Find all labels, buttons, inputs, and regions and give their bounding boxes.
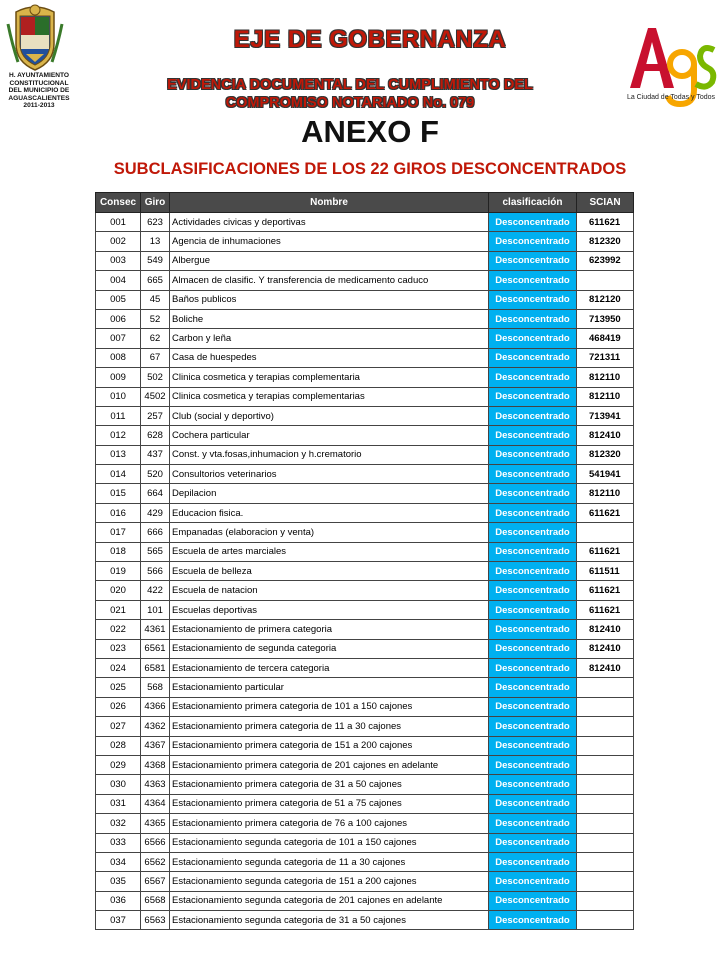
table-row — [96, 891, 634, 910]
cell-scian — [577, 678, 634, 697]
cell-scian: 611511 — [577, 562, 634, 581]
cell-scian: 611621 — [577, 542, 634, 561]
table-row — [96, 775, 634, 794]
cell-consec: 012 — [96, 426, 141, 445]
cell-giro: 566 — [141, 562, 170, 581]
caption-line: AGUASCALIENTES — [8, 94, 70, 102]
table-row — [96, 309, 634, 328]
table-row — [96, 426, 634, 445]
cell-scian — [577, 271, 634, 290]
cell-giro: 6568 — [141, 891, 170, 910]
cell-consec: 013 — [96, 445, 141, 464]
cell-clasificacion: Desconcentrado — [489, 309, 577, 328]
cell-consec: 005 — [96, 290, 141, 309]
cell-clasificacion: Desconcentrado — [489, 348, 577, 367]
cell-consec: 006 — [96, 309, 141, 328]
cell-clasificacion: Desconcentrado — [489, 406, 577, 425]
cell-consec: 011 — [96, 406, 141, 425]
cell-scian: 812320 — [577, 445, 634, 464]
table-row — [96, 678, 634, 697]
cell-clasificacion: Desconcentrado — [489, 717, 577, 736]
cell-giro: 565 — [141, 542, 170, 561]
cell-consec: 017 — [96, 523, 141, 542]
cell-clasificacion: Desconcentrado — [489, 329, 577, 348]
cell-consec: 007 — [96, 329, 141, 348]
cell-clasificacion: Desconcentrado — [489, 697, 577, 716]
cell-scian: 541941 — [577, 465, 634, 484]
cell-clasificacion: Desconcentrado — [489, 833, 577, 852]
table-row — [96, 484, 634, 503]
cell-giro: 628 — [141, 426, 170, 445]
table-row — [96, 697, 634, 716]
cell-nombre: Boliche — [170, 309, 489, 328]
cell-consec: 029 — [96, 755, 141, 774]
cell-giro: 422 — [141, 581, 170, 600]
cell-giro: 6566 — [141, 833, 170, 852]
cell-giro: 4366 — [141, 697, 170, 716]
cell-clasificacion: Desconcentrado — [489, 426, 577, 445]
cell-consec: 021 — [96, 600, 141, 619]
cell-giro: 101 — [141, 600, 170, 619]
cell-nombre: Club (social y deportivo) — [170, 406, 489, 425]
cell-clasificacion: Desconcentrado — [489, 542, 577, 561]
cell-consec: 026 — [96, 697, 141, 716]
cell-giro: 52 — [141, 309, 170, 328]
cell-clasificacion: Desconcentrado — [489, 581, 577, 600]
cell-clasificacion: Desconcentrado — [489, 872, 577, 891]
cell-giro: 257 — [141, 406, 170, 425]
cell-giro: 6581 — [141, 658, 170, 677]
table-row — [96, 232, 634, 251]
column-header-nombre: Nombre — [170, 193, 489, 213]
cell-consec: 023 — [96, 639, 141, 658]
cell-consec: 031 — [96, 794, 141, 813]
table-row — [96, 542, 634, 561]
cell-nombre: Depilacion — [170, 484, 489, 503]
cell-nombre: Estacionamiento de segunda categoria — [170, 639, 489, 658]
cell-nombre: Estacionamiento particular — [170, 678, 489, 697]
cell-consec: 009 — [96, 368, 141, 387]
table-row — [96, 911, 634, 930]
cell-scian — [577, 755, 634, 774]
cell-clasificacion: Desconcentrado — [489, 620, 577, 639]
cell-nombre: Agencia de inhumaciones — [170, 232, 489, 251]
cell-clasificacion: Desconcentrado — [489, 600, 577, 619]
cell-consec: 037 — [96, 911, 141, 930]
cell-scian — [577, 852, 634, 871]
cell-giro: 623 — [141, 213, 170, 232]
cell-giro: 429 — [141, 503, 170, 522]
cell-giro: 664 — [141, 484, 170, 503]
cell-consec: 034 — [96, 852, 141, 871]
cell-clasificacion: Desconcentrado — [489, 775, 577, 794]
cell-giro: 437 — [141, 445, 170, 464]
cell-consec: 014 — [96, 465, 141, 484]
cell-consec: 024 — [96, 658, 141, 677]
cell-scian: 721311 — [577, 348, 634, 367]
cell-clasificacion: Desconcentrado — [489, 484, 577, 503]
cell-nombre: Estacionamiento primera categoria de 31 a 50 cajones — [170, 775, 489, 794]
cell-nombre: Escuelas deportivas — [170, 600, 489, 619]
cell-nombre: Baños publicos — [170, 290, 489, 309]
cell-nombre: Escuela de natacion — [170, 581, 489, 600]
cell-scian: 611621 — [577, 503, 634, 522]
cell-consec: 036 — [96, 891, 141, 910]
cell-scian: 812410 — [577, 639, 634, 658]
table-row — [96, 387, 634, 406]
cell-nombre: Estacionamiento segunda categoria de 31 a 50 cajones — [170, 911, 489, 930]
cell-scian — [577, 814, 634, 833]
caption-line: DEL MUNICIPIO DE — [8, 87, 70, 95]
column-header-consec: Consec — [96, 193, 141, 213]
cell-clasificacion: Desconcentrado — [489, 271, 577, 290]
cell-nombre: Cochera particular — [170, 426, 489, 445]
annex-heading: ANEXO F — [301, 114, 439, 149]
table-row — [96, 406, 634, 425]
municipality-caption — [0, 72, 78, 110]
cell-clasificacion: Desconcentrado — [489, 911, 577, 930]
cell-clasificacion: Desconcentrado — [489, 794, 577, 813]
cell-clasificacion: Desconcentrado — [489, 562, 577, 581]
cell-scian — [577, 775, 634, 794]
cell-clasificacion: Desconcentrado — [489, 639, 577, 658]
cell-consec: 015 — [96, 484, 141, 503]
document-subtitle — [120, 76, 580, 112]
cell-giro: 4361 — [141, 620, 170, 639]
table-row — [96, 348, 634, 367]
cell-nombre: Estacionamiento segunda categoria de 201 cajones en adelante — [170, 891, 489, 910]
cell-giro: 549 — [141, 251, 170, 270]
cell-scian: 812110 — [577, 387, 634, 406]
cell-consec: 033 — [96, 833, 141, 852]
cell-giro: 502 — [141, 368, 170, 387]
table-row — [96, 852, 634, 871]
cell-nombre: Casa de huespedes — [170, 348, 489, 367]
cell-giro: 4365 — [141, 814, 170, 833]
cell-giro: 6567 — [141, 872, 170, 891]
cell-consec: 016 — [96, 503, 141, 522]
document-title: EJE DE GOBERNANZA — [233, 26, 507, 53]
cell-clasificacion: Desconcentrado — [489, 232, 577, 251]
cell-nombre: Escuela de artes marciales — [170, 542, 489, 561]
table-row — [96, 620, 634, 639]
table-row — [96, 736, 634, 755]
cell-consec: 004 — [96, 271, 141, 290]
cell-nombre: Almacen de clasific. Y transferencia de medicamento caduco — [170, 271, 489, 290]
cell-consec: 030 — [96, 775, 141, 794]
cell-consec: 027 — [96, 717, 141, 736]
table-row — [96, 717, 634, 736]
cell-scian — [577, 736, 634, 755]
cell-scian: 611621 — [577, 213, 634, 232]
cell-scian: 713941 — [577, 406, 634, 425]
cell-consec: 020 — [96, 581, 141, 600]
cell-giro: 4502 — [141, 387, 170, 406]
cell-clasificacion: Desconcentrado — [489, 503, 577, 522]
cell-clasificacion: Desconcentrado — [489, 251, 577, 270]
caption-line: H. AYUNTAMIENTO — [8, 72, 70, 79]
cell-clasificacion: Desconcentrado — [489, 445, 577, 464]
cell-clasificacion: Desconcentrado — [489, 368, 577, 387]
cell-clasificacion: Desconcentrado — [489, 290, 577, 309]
cell-nombre: Estacionamiento primera categoria de 151 a 200 cajones — [170, 736, 489, 755]
cell-scian: 812410 — [577, 620, 634, 639]
cell-clasificacion: Desconcentrado — [489, 755, 577, 774]
table-row — [96, 658, 634, 677]
cell-clasificacion: Desconcentrado — [489, 736, 577, 755]
column-header-clasificacion: clasificación — [489, 193, 577, 213]
cell-scian: 468419 — [577, 329, 634, 348]
cell-giro: 520 — [141, 465, 170, 484]
cell-scian — [577, 523, 634, 542]
cell-scian: 812410 — [577, 426, 634, 445]
cell-nombre: Albergue — [170, 251, 489, 270]
cell-nombre: Estacionamiento de tercera categoria — [170, 658, 489, 677]
cell-nombre: Empanadas (elaboracion y venta) — [170, 523, 489, 542]
table-row — [96, 329, 634, 348]
cell-nombre: Estacionamiento primera categoria de 11 a 30 cajones — [170, 717, 489, 736]
cell-nombre: Educacion fisica. — [170, 503, 489, 522]
table-row — [96, 523, 634, 542]
cell-nombre: Estacionamiento primera categoria de 101 a 150 cajones — [170, 697, 489, 716]
cell-scian — [577, 794, 634, 813]
table-row — [96, 290, 634, 309]
table-row — [96, 814, 634, 833]
table-row — [96, 465, 634, 484]
cell-clasificacion: Desconcentrado — [489, 523, 577, 542]
cell-nombre: Const. y vta.fosas,inhumacion y h.crematorio — [170, 445, 489, 464]
cell-scian: 611621 — [577, 600, 634, 619]
table-row — [96, 639, 634, 658]
table-row — [96, 872, 634, 891]
cell-giro: 4364 — [141, 794, 170, 813]
cell-clasificacion: Desconcentrado — [489, 465, 577, 484]
cell-nombre: Estacionamiento de primera categoria — [170, 620, 489, 639]
column-header-scian: SCIAN — [577, 193, 634, 213]
cell-giro: 6563 — [141, 911, 170, 930]
cell-scian — [577, 891, 634, 910]
cell-nombre: Estacionamiento segunda categoria de 151 a 200 cajones — [170, 872, 489, 891]
cell-giro: 13 — [141, 232, 170, 251]
cell-nombre: Escuela de belleza — [170, 562, 489, 581]
cell-giro: 62 — [141, 329, 170, 348]
cell-scian — [577, 872, 634, 891]
table-row — [96, 833, 634, 852]
cell-giro: 665 — [141, 271, 170, 290]
caption-line: CONSTITUCIONAL — [9, 79, 69, 87]
cell-consec: 035 — [96, 872, 141, 891]
cell-scian: 713950 — [577, 309, 634, 328]
cell-nombre: Estacionamiento primera categoria de 76 a 100 cajones — [170, 814, 489, 833]
table-row — [96, 755, 634, 774]
cell-nombre: Clinica cosmetica y terapias complementaria — [170, 368, 489, 387]
cell-scian: 812110 — [577, 484, 634, 503]
cell-clasificacion: Desconcentrado — [489, 678, 577, 697]
cell-nombre: Clinica cosmetica y terapias complementarias — [170, 387, 489, 406]
cell-consec: 025 — [96, 678, 141, 697]
cell-scian: 812410 — [577, 658, 634, 677]
table-row — [96, 562, 634, 581]
table-row — [96, 503, 634, 522]
cell-clasificacion: Desconcentrado — [489, 658, 577, 677]
cell-nombre: Estacionamiento segunda categoria de 11 a 30 cajones — [170, 852, 489, 871]
cell-nombre: Estacionamiento primera categoria de 51 a 75 cajones — [170, 794, 489, 813]
cell-clasificacion: Desconcentrado — [489, 891, 577, 910]
table-row — [96, 600, 634, 619]
cell-scian: 812320 — [577, 232, 634, 251]
cell-giro: 4363 — [141, 775, 170, 794]
giros-table — [95, 192, 634, 930]
cell-giro: 6561 — [141, 639, 170, 658]
table-row — [96, 251, 634, 270]
cell-clasificacion: Desconcentrado — [489, 387, 577, 406]
cell-nombre: Estacionamiento segunda categoria de 101 a 150 cajones — [170, 833, 489, 852]
cell-clasificacion: Desconcentrado — [489, 852, 577, 871]
cell-clasificacion: Desconcentrado — [489, 213, 577, 232]
cell-giro: 6562 — [141, 852, 170, 871]
table-row — [96, 445, 634, 464]
municipal-coat-of-arms-icon — [6, 4, 64, 72]
table-row — [96, 271, 634, 290]
cell-consec: 003 — [96, 251, 141, 270]
table-row — [96, 581, 634, 600]
cell-nombre: Actividades civicas y deportivas — [170, 213, 489, 232]
cell-scian — [577, 717, 634, 736]
cell-scian — [577, 833, 634, 852]
subtitle-line-2: COMPROMISO NOTARIADO No. 079 — [225, 95, 475, 111]
caption-line: 2011-2013 — [23, 102, 55, 110]
cell-nombre: Consultorios veterinarios — [170, 465, 489, 484]
cell-consec: 001 — [96, 213, 141, 232]
table-row — [96, 213, 634, 232]
cell-consec: 019 — [96, 562, 141, 581]
cell-giro: 4367 — [141, 736, 170, 755]
cell-scian: 812120 — [577, 290, 634, 309]
cell-scian — [577, 697, 634, 716]
cell-giro: 4368 — [141, 755, 170, 774]
table-body — [96, 213, 634, 930]
cell-scian: 812110 — [577, 368, 634, 387]
cell-giro: 67 — [141, 348, 170, 367]
cell-scian — [577, 911, 634, 930]
cell-giro: 666 — [141, 523, 170, 542]
section-title: SUBCLASIFICACIONES DE LOS 22 GIROS DESCONCENTRADOS — [113, 160, 627, 178]
ags-tagline: La Ciudad de Todas y Todos — [626, 94, 716, 101]
cell-consec: 002 — [96, 232, 141, 251]
table-row — [96, 368, 634, 387]
cell-giro: 45 — [141, 290, 170, 309]
cell-nombre: Carbon y leña — [170, 329, 489, 348]
cell-scian: 611621 — [577, 581, 634, 600]
cell-nombre: Estacionamiento primera categoria de 201 cajones en adelante — [170, 755, 489, 774]
cell-scian: 623992 — [577, 251, 634, 270]
cell-consec: 018 — [96, 542, 141, 561]
subtitle-line-1: EVIDENCIA DOCUMENTAL DEL CUMPLIMIENTO DEL — [167, 77, 533, 93]
cell-consec: 028 — [96, 736, 141, 755]
cell-consec: 022 — [96, 620, 141, 639]
table-row — [96, 794, 634, 813]
cell-giro: 4362 — [141, 717, 170, 736]
cell-giro: 568 — [141, 678, 170, 697]
cell-clasificacion: Desconcentrado — [489, 814, 577, 833]
cell-consec: 010 — [96, 387, 141, 406]
cell-consec: 032 — [96, 814, 141, 833]
table-header-row — [96, 193, 634, 213]
cell-consec: 008 — [96, 348, 141, 367]
column-header-giro: Giro — [141, 193, 170, 213]
